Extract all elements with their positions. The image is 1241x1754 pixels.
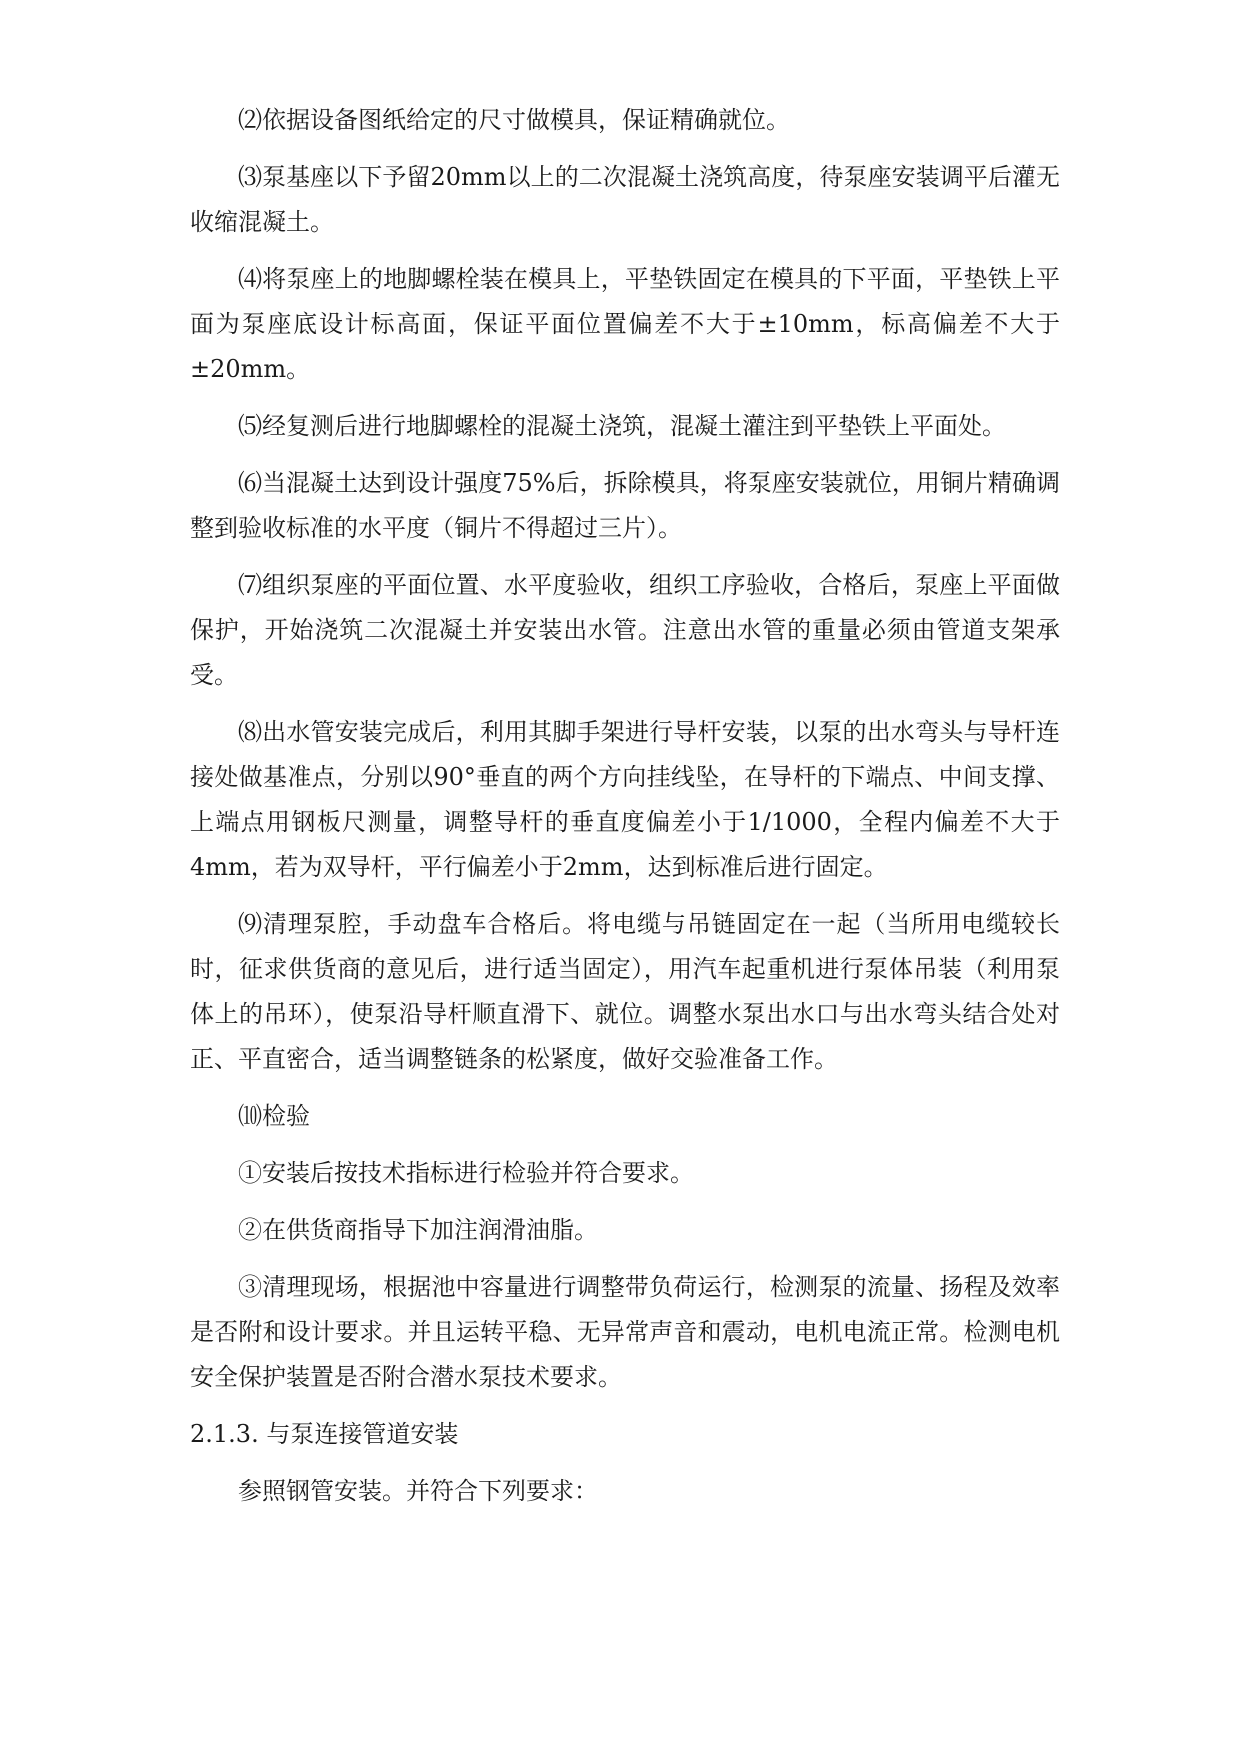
paragraph-6: ⑹当混凝土达到设计强度75%后，拆除模具，将泵座安装就位，用铜片精确调整到验收标准的水平度（铜片不得超过三片）。 <box>190 469 1060 542</box>
paragraph-9: ⑼清理泵腔，手动盘车合格后。将电缆与吊链固定在一起（当所用电缆较长时，征求供货商的意见后，进行适当固定），用汽车起重机进行泵体吊装（利用泵体上的吊环），使泵沿导杆顺直滑下、就位。调整水泵出水口与出水弯头结合处对正、平直密合，适当调整链条的松紧度，做好交验准备工作。 <box>190 910 1060 1073</box>
paragraph-8: ⑻出水管安装完成后，利用其脚手架进行导杆安装，以泵的出水弯头与导杆连接处做基准点，分别以90°垂直的两个方向挂线坠，在导杆的下端点、中间支撑、上端点用钢板尺测量，调整导杆的垂直度偏差小于1/1000，全程内偏差不大于4mm，若为双导杆，平行偏差小于2mm，达到标准后进行固定。 <box>190 718 1060 881</box>
paragraph-10-inspection: ⑽检验 <box>238 1102 310 1130</box>
inspection-item-2: ②在供货商指导下加注润滑油脂。 <box>238 1216 598 1244</box>
paragraph-7: ⑺组织泵座的平面位置、水平度验收，组织工序验收，合格后，泵座上平面做保护，开始浇筑二次混凝土并安装出水管。注意出水管的重量必须由管道支架承受。 <box>190 571 1060 689</box>
section-heading: 2.1.3. 与泵连接管道安装 <box>190 1420 459 1448</box>
inspection-item-1: ①安装后按技术指标进行检验并符合要求。 <box>238 1159 694 1187</box>
paragraph-3: ⑶泵基座以下予留20mm以上的二次混凝土浇筑高度，待泵座安装调平后灌无收缩混凝土。 <box>190 163 1060 236</box>
inspection-item-3: ③清理现场，根据池中容量进行调整带负荷运行，检测泵的流量、扬程及效率是否附和设计要求。并且运转平稳、无异常声音和震动，电机电流正常。检测电机安全保护装置是否附合潜水泵技术要求。 <box>190 1273 1060 1391</box>
paragraph-5: ⑸经复测后进行地脚螺栓的混凝土浇筑，混凝土灌注到平垫铁上平面处。 <box>238 412 1006 440</box>
document-body <box>190 98 1060 1526</box>
paragraph-2: ⑵依据设备图纸给定的尺寸做模具，保证精确就位。 <box>238 106 790 134</box>
final-paragraph: 参照钢管安装。并符合下列要求： <box>238 1477 598 1505</box>
paragraph-4: ⑷将泵座上的地脚螺栓装在模具上，平垫铁固定在模具的下平面，平垫铁上平面为泵座底设计标高面，保证平面位置偏差不大于±10mm，标高偏差不大于±20mm。 <box>190 265 1060 383</box>
